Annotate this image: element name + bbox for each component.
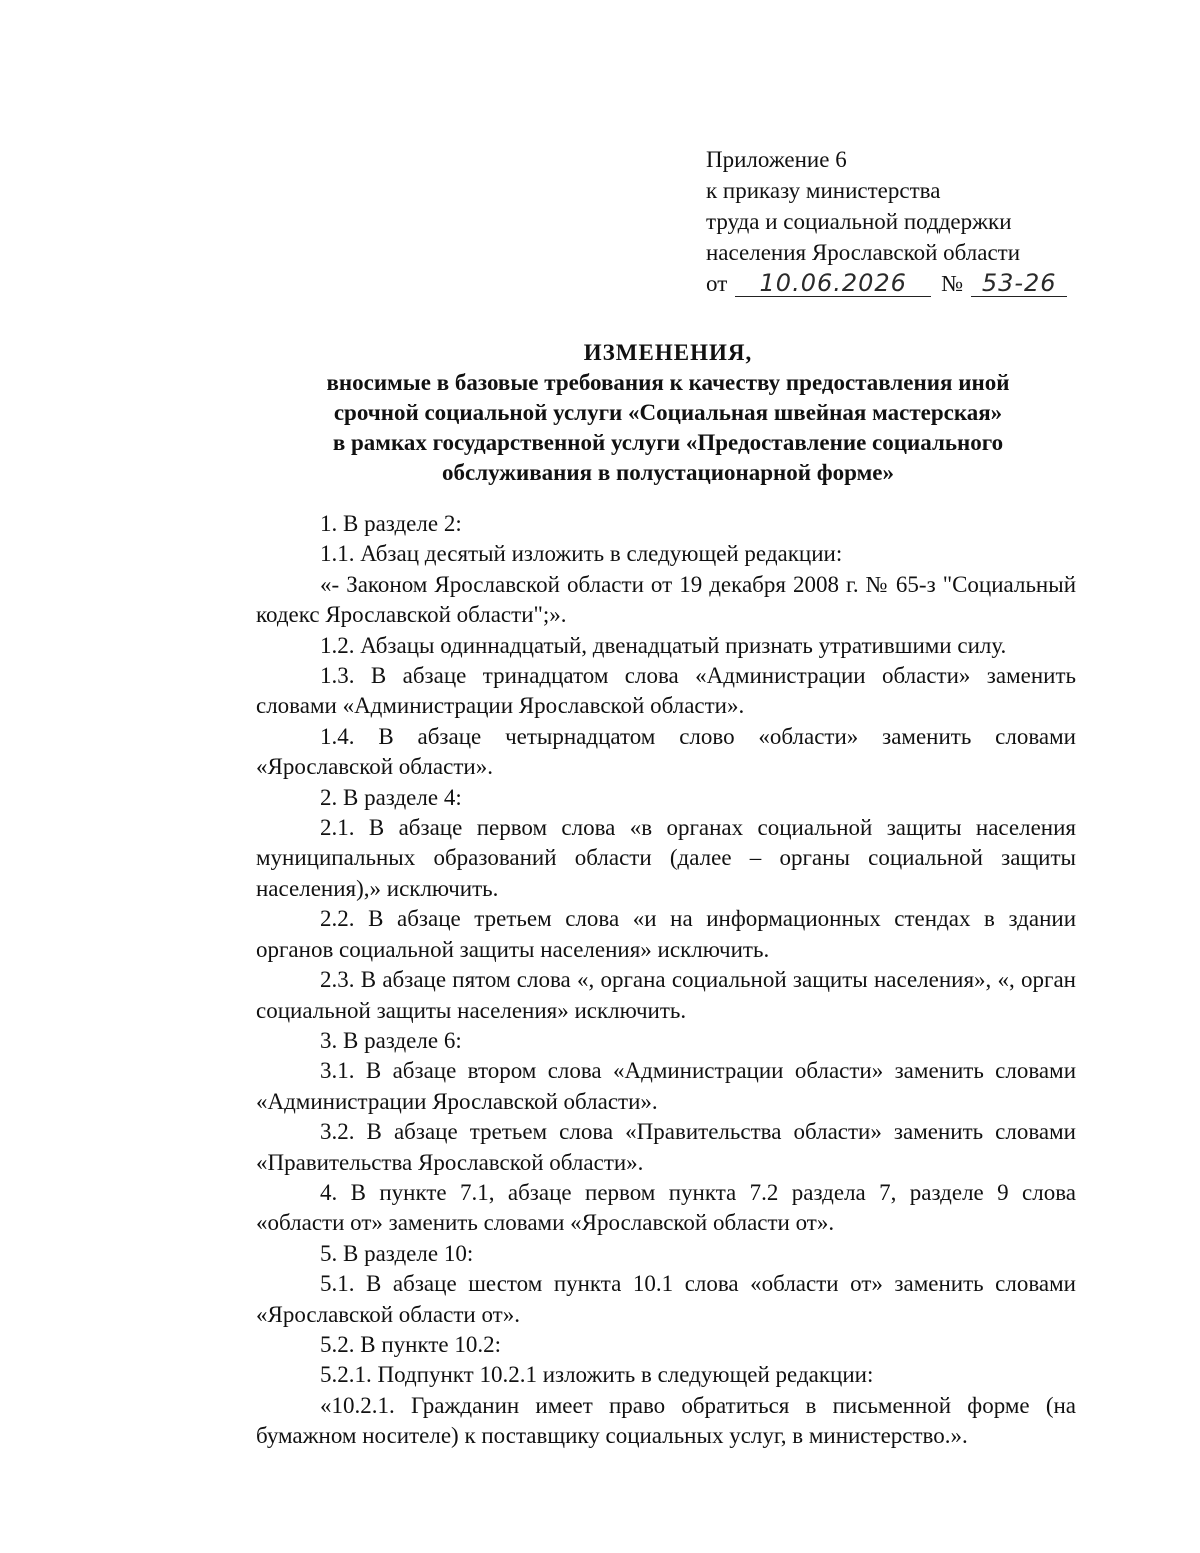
paragraph: 1.4. В абзаце четырнадцатом слово «области» заменить словами «Ярославской области». (256, 723, 1076, 780)
paragraph: 1.3. В абзаце тринадцатом слова «Администрации области» заменить словами «Администрации Ярославской области». (256, 663, 1076, 719)
title-line: вносимые в базовые требования к качеству предоставления иной (326, 370, 1010, 395)
appendix-line: Приложение 6 (706, 147, 847, 172)
paragraph: 3. В разделе 6: (320, 1027, 462, 1053)
handwritten-date: 10.06.2026 (735, 270, 931, 297)
title-main: ИЗМЕНЕНИЯ, (583, 340, 753, 365)
paragraph: «- Законом Ярославской области от 19 декабря 2008 г. № 65-з "Социальный кодекс Ярославской области";». (256, 571, 1076, 628)
paragraph: 2.2. В абзаце третьем слова «и на информационных стендах в здании органов социальной защиты населения» исключить. (256, 906, 1076, 962)
title-line: срочной социальной услуги «Социальная швейная мастерская» (333, 400, 1003, 425)
date-prefix: от (706, 271, 728, 296)
number-prefix: № (941, 271, 964, 296)
appendix-line: к приказу министерства (706, 178, 941, 203)
paragraph: 3.2. В абзаце третьем слова «Правительства области» заменить словами «Правительства Ярославской области». (256, 1119, 1076, 1175)
appendix-line: населения Ярославской области (706, 240, 1021, 265)
document-body (256, 509, 1076, 1452)
paragraph: 3.1. В абзаце втором слова «Администрации области» заменить словами «Администрации Ярославской области». (256, 1058, 1076, 1114)
paragraph: «10.2.1. Гражданин имеет право обратиться в письменной форме (на бумажном носителе) к поставщику социальных услуг, в министерство.». (256, 1392, 1076, 1449)
handwritten-number: 53-26 (971, 270, 1067, 297)
paragraph: 2.3. В абзаце пятом слова «, органа социальной защиты населения», «, орган социальной защиты населения» исключить. (256, 967, 1076, 1023)
document-title (250, 338, 1086, 488)
paragraph: 5.1. В абзаце шестом пункта 10.1 слова «области от» заменить словами «Ярославской области от». (256, 1271, 1076, 1327)
paragraph: 5.2.1. Подпункт 10.2.1 изложить в следующей редакции: (320, 1362, 874, 1388)
title-line: в рамках государственной услуги «Предоставление социального (332, 430, 1004, 455)
appendix-header (706, 144, 1126, 299)
appendix-date-line (706, 268, 1126, 299)
appendix-line: труда и социальной поддержки (706, 209, 1012, 234)
paragraph: 1.1. Абзац десятый изложить в следующей редакции: (320, 541, 843, 567)
paragraph: 5.2. В пункте 10.2: (320, 1331, 501, 1357)
title-line: обслуживания в полустационарной форме» (442, 460, 894, 485)
paragraph: 1. В разделе 2: (320, 511, 462, 536)
paragraph: 1.2. Абзацы одиннадцатый, двенадцатый признать утратившими силу. (320, 632, 1007, 658)
paragraph: 2.1. В абзаце первом слова «в органах социальной защиты населения муниципальных образований области (далее – органы социальной защиты населения),» исключить. (256, 815, 1076, 901)
paragraph: 4. В пункте 7.1, абзаце первом пункта 7.2 раздела 7, разделе 9 слова «области от» заменить словами «Ярославской области от». (256, 1179, 1076, 1236)
paragraph: 2. В разделе 4: (320, 784, 462, 810)
paragraph: 5. В разделе 10: (320, 1240, 474, 1266)
